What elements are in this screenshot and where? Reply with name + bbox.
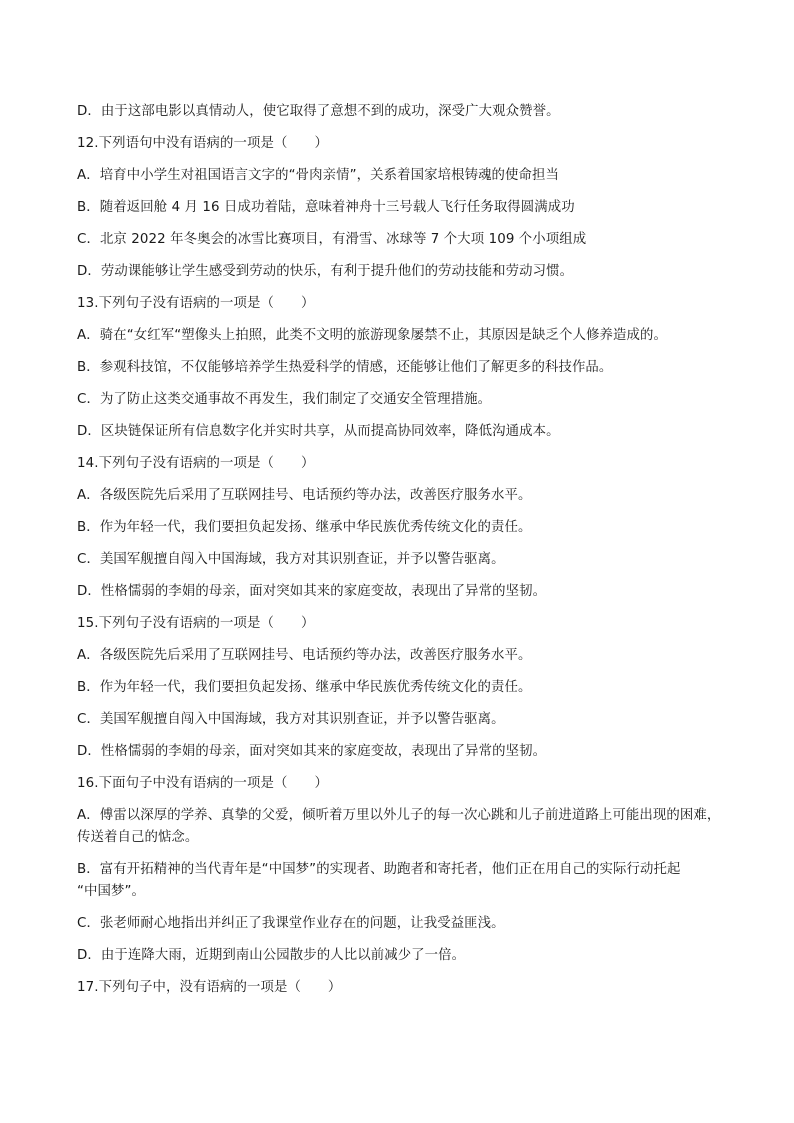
q14-option-c: C．美国军舰擅自闯入中国海域，我方对其识别查证，并予以警告驱离。 bbox=[77, 552, 505, 567]
q13-stem: 13.下列句子没有语病的一项是（ ） bbox=[77, 296, 315, 311]
q15-option-b: B．作为年轻一代，我们要担负起发扬、继承中华民族优秀传统文化的责任。 bbox=[77, 680, 532, 695]
document-content bbox=[77, 101, 725, 1009]
q13-option-b: B．参观科技馆，不仅能够培养学生热爱科学的情感，还能够让他们了解更多的科技作品。 bbox=[77, 360, 613, 375]
q15-option-a: A．各级医院先后采用了互联网挂号、电话预约等办法，改善医疗服务水平。 bbox=[77, 648, 532, 663]
q16-option-b bbox=[77, 859, 725, 903]
q14-option-d: D．性格懦弱的李娟的母亲，面对突如其来的家庭变故，表现出了异常的坚韧。 bbox=[77, 584, 547, 599]
q16-option-a bbox=[77, 805, 725, 849]
q16-option-a-line2: 传送着自己的惦念。 bbox=[77, 830, 199, 845]
q13-option-a: A．骑在“女红军“塑像头上拍照，此类不文明的旅游现象屡禁不止，其原因是缺乏个人修养造成的。 bbox=[77, 328, 667, 343]
q15-stem: 15.下列句子没有语病的一项是（ ） bbox=[77, 616, 315, 631]
q12-stem: 12.下列语句中没有语病的一项是（ ） bbox=[77, 136, 328, 151]
q13-option-d: D．区块链保证所有信息数字化并实时共享，从而提高协同效率，降低沟通成本。 bbox=[77, 424, 560, 439]
q14-option-b: B．作为年轻一代，我们要担负起发扬、继承中华民族优秀传统文化的责任。 bbox=[77, 520, 532, 535]
q16-stem: 16.下面句子中没有语病的一项是（ ） bbox=[77, 776, 328, 791]
q17-stem: 17.下列句子中，没有语病的一项是（ ） bbox=[77, 980, 342, 995]
q13-option-c: C．为了防止这类交通事故不再发生，我们制定了交通安全管理措施。 bbox=[77, 392, 492, 407]
q12-option-b: B．随着返回舱 4 月 16 日成功着陆，意味着神舟十三号载人飞行任务取得圆满成功 bbox=[77, 200, 575, 215]
q11-option-d: D．由于这部电影以真情动人，使它取得了意想不到的成功，深受广大观众赞誉。 bbox=[77, 104, 560, 119]
q14-stem: 14.下列句子没有语病的一项是（ ） bbox=[77, 456, 315, 471]
q12-option-d: D．劳动课能够让学生感受到劳动的快乐，有利于提升他们的劳动技能和劳动习惯。 bbox=[77, 264, 574, 279]
q12-option-a: A．培育中小学生对祖国语言文字的“骨肉亲情”，关系着国家培根铸魂的使命担当 bbox=[77, 168, 560, 183]
q16-option-c: C．张老师耐心地指出并纠正了我课堂作业存在的问题，让我受益匪浅。 bbox=[77, 916, 505, 931]
q15-option-d: D．性格懦弱的李娟的母亲，面对突如其来的家庭变故，表现出了异常的坚韧。 bbox=[77, 744, 547, 759]
q16-option-b-line2: “中国梦”。 bbox=[77, 884, 146, 899]
q16-option-d: D．由于连降大雨，近期到南山公园散步的人比以前减少了一倍。 bbox=[77, 948, 466, 963]
q14-option-a: A．各级医院先后采用了互联网挂号、电话预约等办法，改善医疗服务水平。 bbox=[77, 488, 532, 503]
q12-option-c: C．北京 2022 年冬奥会的冰雪比赛项目，有滑雪、冰球等 7 个大项 109 个小项组成 bbox=[77, 232, 587, 247]
q16-option-a-line1: A．傅雷以深厚的学养、真挚的父爱，倾听着万里以外儿子的每一次心跳和儿子前进道路上可能出现的困难， bbox=[77, 808, 721, 823]
q16-option-b-line1: B．富有开拓精神的当代青年是“中国梦”的实现者、助跑者和寄托者，他们正在用自己的实际行动托起 bbox=[77, 862, 681, 877]
q15-option-c: C．美国军舰擅自闯入中国海域，我方对其识别查证，并予以警告驱离。 bbox=[77, 712, 505, 727]
